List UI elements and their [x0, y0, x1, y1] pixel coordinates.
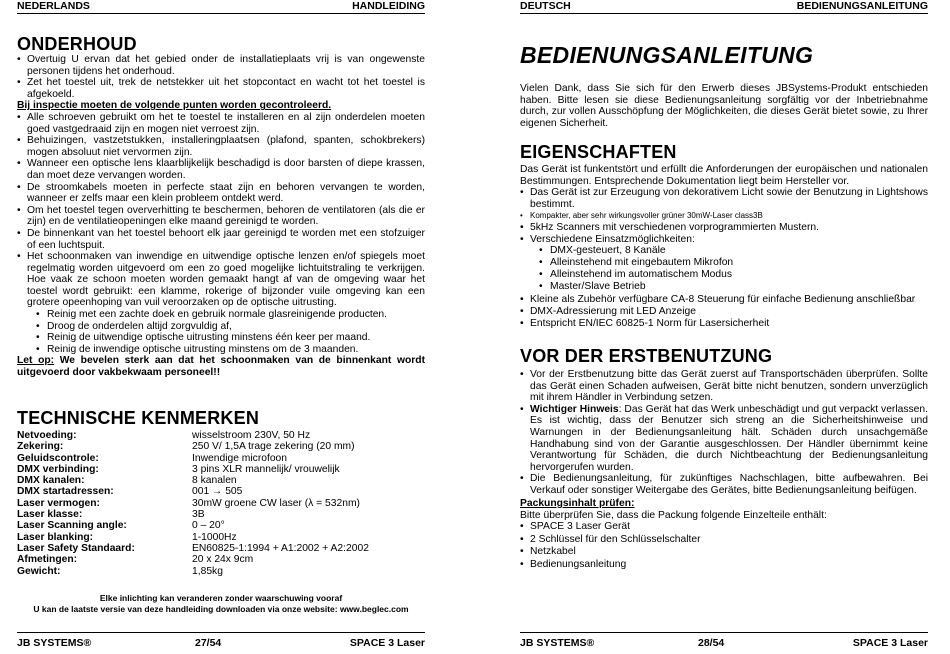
spec-label: Gewicht:: [17, 565, 61, 577]
spec-value: 1-1000Hz: [192, 531, 237, 543]
list-item: • Zet het toestel uit, trek de netstekker uit het stopcontact en wacht tot het toestel is afgekoeld.: [17, 77, 425, 100]
inspection-title: Bij inspectie moeten de volgende punten worden gecontroleerd.: [17, 100, 332, 112]
spec-label: Laser Safety Standaard:: [17, 542, 135, 554]
sub-list-item: • Alleinstehend mit eingebautem Mikrofon: [520, 257, 928, 269]
spec-label: Netvoeding:: [17, 430, 77, 441]
sub-list-item: • Reinig met een zachte doek en gebruik normale glasreinigende producten.: [17, 309, 425, 321]
table-row: [17, 566, 369, 577]
features-section: [520, 164, 928, 330]
spec-label: Laser Scanning angle:: [17, 520, 127, 532]
list-item: • Alle schroeven gebruikt om het te toestel te installeren en al zijn onderdelen moeten goed vastgedraaid zijn en mogen niet verroest zijn.: [17, 112, 425, 135]
spec-value: 30mW groene CW laser (λ = 532nm): [192, 497, 360, 509]
spec-label: DMX verbinding:: [17, 463, 99, 475]
cleaning-note: [17, 355, 425, 378]
important-label: Wichtiger Hinweis: [530, 403, 619, 415]
important-text: : Das Gerät hat das Werk unbeschädigt und gut verpackt verlassen. Es ist wichtig, dass der Benutzer sich streng an die Sicherheitshinweise und Warnungen in der Bedienungsanleitung hält. Schäden durch unsachgemäße Handhabung sind von der Garantie ausgeschlossen. Der Händler übernimmt keine Verantwortung für Schäden, die durch Nichtbeachtung der Bedienungsanleitung hervorgerufen wurden.: [530, 403, 928, 473]
spec-value: wisselstroom 230V, 50 Hz: [192, 430, 311, 441]
list-item: • Om het toestel tegen oververhitting te beschermen, behoren de ventilatoren (als die er zijn) en de ventilatieopeningen elke maand gereinigd te worden.: [17, 205, 425, 228]
list-item: • 5kHz Scanners mit verschiedenen vorprogrammierten Mustern.: [520, 222, 928, 234]
note-text: We bevelen sterk aan dat het schoonmaken van de binnenkant wordt uitgevoerd door vakbekwaam personeel!!: [17, 355, 425, 379]
spec-value: 0 – 20°: [192, 520, 225, 532]
sub-list-item: • Reinig de uitwendige optische uitrusting minstens één keer per maand.: [17, 332, 425, 344]
list-item: • 2 Schlüssel für den Schlüsselschalter: [520, 534, 928, 547]
table-row: [17, 509, 369, 520]
table-row: [17, 532, 369, 543]
sub-list-item: • Master/Slave Betrieb: [520, 281, 928, 293]
table-row: [17, 486, 369, 497]
spec-value: 3 pins XLR mannelijk/ vrouwelijk: [192, 463, 340, 475]
footer-product: SPACE 3 Laser: [852, 637, 928, 649]
spec-label: Geluidscontrole:: [17, 452, 99, 464]
download-notice: U kan de laatste versie van deze handleiding downloaden via onze website: www.beglec.com: [33, 604, 409, 614]
list-item: • SPACE 3 Laser Gerät: [520, 521, 928, 534]
sub-list-item: • Droog de onderdelen altijd zorgvuldig af,: [17, 321, 425, 333]
spec-label: Afmetingen:: [17, 554, 78, 566]
table-row: [17, 464, 369, 475]
table-row: [17, 430, 369, 441]
header-title: HANDLEIDING: [352, 0, 425, 12]
list-item: • Entspricht EN/IEC 60825-1 Norm für Lasersicherheit: [520, 318, 928, 330]
before-use-heading: VOR DER ERSTBENUTZUNG: [520, 346, 773, 366]
page-footer: [17, 632, 425, 653]
before-use-section: [520, 369, 928, 497]
page-title: BEDIENUNGSANLEITUNG: [520, 42, 814, 68]
table-row: [17, 543, 369, 554]
spec-label: Laser blanking:: [17, 531, 94, 543]
list-item: • Wanneer een optische lens klaarblijkelijk beschadigd is door barsten of diepe krassen, dan moet deze vervangen worden.: [17, 158, 425, 181]
spec-label: Zekering:: [17, 441, 64, 453]
intro-paragraph: Vielen Dank, dass Sie sich für den Erwerb dieses JBSystems-Produkt entschieden haben. Bitte lesen sie diese Bedienungsanleitung sorgfältig vor der Inbetriebnahme durch, zur vollen Ausschöpfung der Möglichkeiten, die dieses Gerät bietet sowie, zu Ihrer eigenen Sicherheit.: [520, 83, 928, 129]
table-row: [17, 453, 369, 464]
spec-value: 1,85kg: [192, 565, 223, 577]
list-item: • Het schoonmaken van inwendige en uitwendige optische lenzen en/of spiegels moet regelmatig worden uitgevoerd om een zo goed mogelijke lichtuitstraling te verkrijgen. Hoe vaak ze schoon moeten worden gemaakt hangt af van de omgeving waar het toestel wordt gebruikt: een klamme, rokerige of bijzonder vuile omgeving kan een grotere opeenhoping van vuil veroorzaken op de optische uitrusting.: [17, 251, 425, 309]
package-title: Packungsinhalt prüfen:: [520, 498, 635, 509]
maintenance-heading: ONDERHOUD: [17, 34, 137, 54]
spec-value: 250 V/ 1,5A trage zekering (20 mm): [192, 441, 355, 453]
header-language: DEUTSCH: [520, 0, 571, 12]
sub-list-item: • Alleinstehend im automatischem Modus: [520, 269, 928, 281]
spec-value: 20 x 24x 9cm: [192, 554, 254, 566]
package-intro: Bitte überprüfen Sie, dass die Packung folgende Einzelteile enthält:: [520, 509, 827, 521]
spec-value: 001 → 505: [192, 486, 243, 498]
spec-value: 3B: [192, 509, 205, 521]
features-heading: EIGENSCHAFTEN: [520, 142, 677, 162]
table-row: [17, 441, 369, 452]
list-item: • Behuizingen, vastzetstukken, installeringplaatsen (plafond, spanten, schokbrekers) mogen absoluut niet vervormen zijn.: [17, 135, 425, 158]
list-item: • Bedienungsanleitung: [520, 559, 928, 572]
footer-product: SPACE 3 Laser: [349, 637, 425, 649]
spec-value: Inwendige microfoon: [192, 452, 288, 464]
spec-label: Laser vermogen:: [17, 497, 100, 509]
specs-table: [17, 430, 369, 577]
sub-list-item: • Reinig de inwendige optische uitrusting minstens om de 3 maanden.: [17, 344, 425, 356]
list-item: • De stroomkabels moeten in perfecte staat zijn en behoren vervangen te worden, wanneer er zelfs maar een klein probleem ontdekt werd.: [17, 182, 425, 205]
note-label: Let op:: [17, 355, 55, 367]
list-item: • De binnenkant van het toestel behoort elk jaar gereinigd te worden met een stofzuiger of een luchtspuit.: [17, 228, 425, 251]
table-row: [17, 498, 369, 509]
sub-list-item: • DMX-gesteuert, 8 Kanäle: [520, 245, 928, 257]
footer-page-number: 27/54: [195, 637, 222, 649]
spec-label: DMX kanalen:: [17, 475, 85, 487]
spec-label: Laser klasse:: [17, 509, 83, 521]
list-item: • DMX-Adressierung mit LED Anzeige: [520, 306, 928, 318]
list-item: • Netzkabel: [520, 546, 928, 559]
header-title: BEDIENUNGSANLEITUNG: [796, 0, 928, 12]
list-item: [520, 404, 928, 474]
change-notice: Elke inlichting kan veranderen zonder waarschuwing vooraf: [99, 593, 343, 603]
list-item: • Kleine als Zubehör verfügbare CA-8 Steuerung für einfache Bedienung anschließbar: [520, 294, 928, 306]
page-header: [17, 0, 425, 14]
table-row: [17, 475, 369, 486]
page-footer: [520, 632, 928, 653]
list-item: • Kompakter, aber sehr wirkungsvoller grüner 30mW-Laser class3B: [520, 210, 928, 222]
list-item: • Das Gerät ist zur Erzeugung von dekorativem Licht sowie der Benutzung in Lightshows bestimmt.: [520, 187, 928, 210]
maintenance-section: [17, 54, 425, 379]
header-language: NEDERLANDS: [17, 0, 90, 12]
left-page: [17, 0, 425, 654]
page-header: [520, 0, 928, 14]
footer-brand: JB SYSTEMS®: [17, 637, 92, 649]
footer-brand: JB SYSTEMS®: [520, 637, 595, 649]
spec-value: EN60825-1:1994 + A1:2002 + A2:2002: [192, 542, 369, 554]
list-item: • Verschiedene Einsatzmöglichkeiten:: [520, 234, 928, 246]
package-section: [520, 498, 928, 572]
specs-heading: TECHNISCHE KENMERKEN: [17, 408, 260, 428]
table-row: [17, 520, 369, 531]
list-item: • Die Bedienungsanleitung, für zukünftiges Nachschlagen, bitte aufbewahren. Bei Verkauf oder sonstiger Weitergabe des Gerätes, bitte Bedienungsanleitung beifügen.: [520, 473, 928, 496]
list-item: • Vor der Erstbenutzung bitte das Gerät zuerst auf Transportschäden überprüfen. Sollte das Gerät einen Schaden aufweisen, Gerät bitte nicht benutzen, sondern unverzüglich mit ihrem Händler in Verbindung setzen.: [520, 369, 928, 404]
list-item: • Overtuig U ervan dat het gebied onder de installatieplaats vrij is van ongewenste personen tijdens het onderhoud.: [17, 54, 425, 77]
table-row: [17, 554, 369, 565]
spec-label: DMX startadressen:: [17, 486, 114, 498]
features-intro: Das Gerät ist funkentstört und erfüllt die Anforderungen der europäischen und nationalen Bestimmungen. Entsprechende Dokumentation liegt beim Hersteller vor.: [520, 164, 928, 187]
footer-page-number: 28/54: [698, 637, 725, 649]
right-page: [520, 0, 928, 654]
spec-value: 8 kanalen: [192, 475, 237, 487]
